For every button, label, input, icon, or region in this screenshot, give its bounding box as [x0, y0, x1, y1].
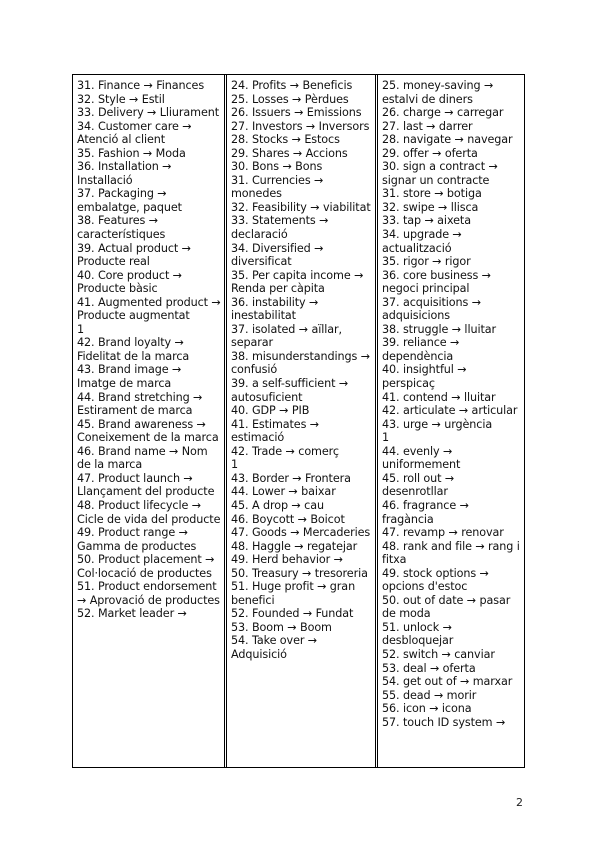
vocabulary-entry: 45. roll out → desenrotllar	[382, 471, 455, 499]
vocabulary-entry: 39. reliance → dependència	[382, 336, 460, 363]
vocabulary-entry: 41. contend → lluitar	[382, 390, 496, 404]
vocabulary-entry: 40. insightful → perspicaç	[382, 363, 467, 391]
vocabulary-entry: 27. Investors → Inversors	[231, 119, 370, 133]
vocabulary-entry: 54. get out of → marxar	[382, 675, 513, 689]
column-1	[73, 75, 224, 767]
vocabulary-entry: 51. Product endorsement → Aprovació de productes	[77, 580, 220, 607]
vocabulary-entry: 32. Feasibility → viabilitat	[231, 200, 371, 214]
vocabulary-entry: 38. struggle → lluitar	[382, 322, 496, 336]
vocabulary-entry: 39. a self-sufficient → autosuficient	[231, 377, 349, 404]
vocabulary-entry: 51. Huge profit → gran benefici	[231, 580, 356, 607]
vocabulary-entry: 31. store → botiga	[382, 187, 482, 201]
vocabulary-table	[72, 74, 525, 768]
vocabulary-entry: 29. offer → oferta	[382, 146, 478, 160]
vocabulary-entry: 45. Brand awareness → Coneixement de la marca	[77, 417, 219, 445]
column-3	[375, 75, 523, 767]
vocabulary-entry: 43. Brand image → Imatge de marca	[77, 363, 182, 391]
vocabulary-entry: 50. out of date → pasar de moda	[382, 593, 511, 621]
vocabulary-entry: 40. GDP → PIB	[231, 404, 310, 418]
vocabulary-entry: 57. touch ID system →	[382, 715, 506, 729]
vocabulary-entry: 38. misunderstandings → confusió	[231, 349, 370, 377]
vocabulary-entry: 29. Shares → Accions	[231, 146, 348, 160]
vocabulary-entry: 34. Diversified → diversificat	[231, 241, 324, 269]
vocabulary-entry: 43. Border → Frontera	[231, 471, 351, 485]
vocabulary-entry: 46. Brand name → Nom de la marca	[77, 444, 208, 472]
vocabulary-entry: 31. Currencies → monedes	[231, 173, 324, 201]
vocabulary-entry: 35. Fashion → Moda	[77, 146, 186, 160]
vocabulary-entry: 28. navigate → navegar	[382, 133, 513, 147]
vocabulary-entry: 34. Customer care → Atenció al client	[77, 119, 192, 147]
vocabulary-entry: 41. Augmented product → Producte augmentat	[77, 295, 221, 323]
vocabulary-entry: 43. urge → urgència	[382, 417, 493, 431]
vocabulary-entry: 48. Haggle → regatejar	[231, 539, 358, 553]
vocabulary-entry: 33. tap → aixeta	[382, 214, 471, 228]
vocabulary-entry: 33. Statements → declaració	[231, 214, 329, 242]
vocabulary-entry: 49. stock options → opcions d'estoc	[382, 566, 489, 594]
vocabulary-entry: 42. articulate → articular	[382, 404, 518, 418]
vocabulary-entry: 48. Product lifecycle → Cicle de vida del producte	[77, 498, 221, 526]
vocabulary-entry: 49. Product range → Gamma de productes	[77, 526, 197, 553]
vocabulary-entry: 25. Losses → Pèrdues	[231, 92, 349, 106]
vocabulary-entry: 36. core business → negoci principal	[382, 268, 491, 296]
vocabulary-entry: 50. Product placement → Col·locació de productes	[77, 553, 215, 580]
vocabulary-entry: 32. Style → Estil	[77, 92, 165, 106]
vocabulary-entry: 47. Goods → Mercaderies	[231, 526, 371, 540]
vocabulary-entry: 44. evenly → uniformement	[382, 444, 461, 472]
vocabulary-entry: 42. Trade → comerç	[231, 444, 339, 458]
vocabulary-entry: 26. charge → carregar	[382, 106, 504, 120]
vocabulary-entry: 36. instability → inestabilitat	[231, 295, 319, 323]
vocabulary-entry: 36. Installation → Installació	[77, 160, 172, 187]
vocabulary-entry: 1	[77, 322, 85, 336]
vocabulary-entry: 25. money-saving → estalvi de diners	[382, 79, 494, 106]
vocabulary-entry: 45. A drop → cau	[231, 498, 324, 512]
vocabulary-entry: 42. Brand loyalty → Fidelitat de la marca	[77, 336, 190, 363]
column-2	[224, 75, 375, 767]
vocabulary-entry: 54. Take over → Adquisició	[231, 634, 318, 661]
vocabulary-entry: 48. rank and file → rang i fitxa	[382, 539, 520, 567]
page-number: 2	[516, 796, 523, 809]
vocabulary-entry: 56. icon → icona	[382, 702, 472, 716]
vocabulary-entry: 53. Boom → Boom	[231, 620, 332, 634]
vocabulary-entry: 35. Per capita income → Renda per càpita	[231, 268, 364, 296]
vocabulary-entry: 51. unlock → desbloquejar	[382, 620, 454, 648]
vocabulary-entry: 47. Product launch → Llançament del producte	[77, 471, 215, 499]
vocabulary-entry: 37. Packaging → embalatge, paquet	[77, 187, 182, 214]
vocabulary-entry: 37. acquisitions → adquisicions	[382, 295, 481, 323]
vocabulary-entry: 30. Bons → Bons	[231, 160, 323, 174]
vocabulary-entry: 28. Stocks → Estocs	[231, 133, 340, 147]
vocabulary-entry: 35. rigor → rigor	[382, 255, 471, 269]
vocabulary-entry: 55. dead → morir	[382, 688, 477, 702]
vocabulary-entry: 44. Brand stretching → Estirament de marca	[77, 390, 203, 418]
vocabulary-entry: 37. isolated → aïllar, separar	[231, 322, 342, 350]
vocabulary-entry: 32. swipe → llisca	[382, 200, 479, 214]
vocabulary-entry: 49. Herd behavior →	[231, 553, 343, 567]
vocabulary-entry: 26. Issuers → Emissions	[231, 106, 362, 120]
vocabulary-entry: 46. Boycott → Boicot	[231, 512, 345, 526]
vocabulary-entry: 34. upgrade → actualització	[382, 228, 462, 255]
vocabulary-entry: 52. Founded → Fundat	[231, 607, 354, 621]
vocabulary-entry: 41. Estimates → estimació	[231, 417, 320, 445]
vocabulary-entry: 1	[382, 431, 390, 445]
vocabulary-entry: 50. Treasury → tresoreria	[231, 566, 368, 580]
vocabulary-entry: 40. Core product → Producte bàsic	[77, 268, 182, 296]
vocabulary-entry: 38. Features → característiques	[77, 214, 166, 242]
vocabulary-entry: 46. fragrance → fragància	[382, 498, 469, 526]
vocabulary-entry: 39. Actual product → Producte real	[77, 241, 191, 269]
vocabulary-entry: 47. revamp → renovar	[382, 526, 504, 540]
vocabulary-entry: 52. switch → canviar	[382, 647, 495, 661]
vocabulary-entry: 33. Delivery → Lliurament	[77, 106, 220, 120]
vocabulary-entry: 44. Lower → baixar	[231, 485, 336, 499]
vocabulary-entry: 31. Finance → Finances	[77, 79, 205, 92]
vocabulary-entry: 27. last → darrer	[382, 119, 473, 133]
vocabulary-entry: 24. Profits → Beneficis	[231, 79, 353, 92]
vocabulary-entry: 52. Market leader →	[77, 607, 187, 621]
vocabulary-entry: 1	[231, 458, 239, 472]
vocabulary-entry: 30. sign a contract → signar un contracte	[382, 160, 498, 187]
vocabulary-entry: 53. deal → oferta	[382, 661, 476, 675]
